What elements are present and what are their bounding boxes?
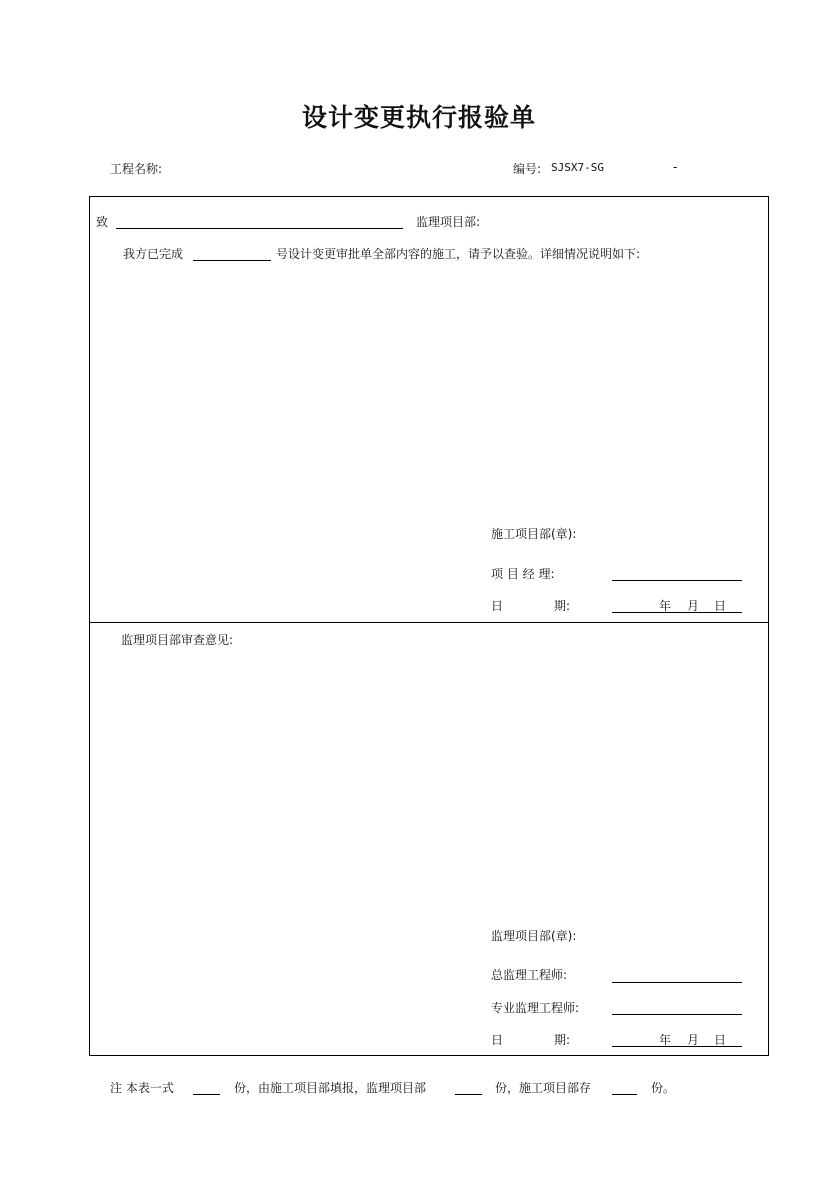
serial-label: 编号: xyxy=(513,162,542,176)
statement-suffix: 号设计变更审批单全部内容的施工，请予以查验。详细情况说明如下: xyxy=(276,247,641,261)
note-part-2: 份，施工项目部存 xyxy=(495,1081,592,1095)
date-year-2: 年 xyxy=(659,1033,672,1047)
note-prefix: 注 本表一式 xyxy=(110,1081,174,1095)
specialist-engineer-signature-line[interactable] xyxy=(612,1014,742,1015)
form-box xyxy=(89,196,769,1056)
serial-dash: - xyxy=(673,160,678,174)
date-day-2: 日 xyxy=(714,1033,727,1047)
supervisor-dept-stamp-label: 监理项目部(章): xyxy=(491,929,577,943)
statement-prefix: 我方已完成 xyxy=(123,247,184,261)
chief-engineer-label: 总监理工程师: xyxy=(491,968,568,982)
page-title: 设计变更执行报验单 xyxy=(301,103,536,132)
change-number-blank-line[interactable] xyxy=(193,260,271,261)
note-part-3: 份。 xyxy=(651,1081,676,1095)
review-opinion-label: 监理项目部审查意见: xyxy=(121,633,234,647)
copies-supervisor-blank-line[interactable] xyxy=(455,1094,482,1095)
date-month-2: 月 xyxy=(687,1033,700,1047)
date-label-char-2: 期: xyxy=(554,599,571,613)
date-year-1: 年 xyxy=(659,599,672,613)
serial-value: SJSX7-SG xyxy=(551,161,604,174)
recipient-blank-line[interactable] xyxy=(116,228,403,229)
chief-engineer-signature-line[interactable] xyxy=(612,982,742,983)
specialist-engineer-label: 专业监理工程师: xyxy=(491,1001,580,1015)
copies-total-blank-line[interactable] xyxy=(193,1094,220,1095)
date-label-char-1: 日 xyxy=(491,599,504,613)
date-label-char-3: 日 xyxy=(491,1033,504,1047)
project-manager-signature-line[interactable] xyxy=(612,580,742,581)
date-label-char-4: 期: xyxy=(554,1033,571,1047)
section-divider xyxy=(89,622,769,623)
to-label: 致 xyxy=(96,215,109,229)
project-manager-label: 项 目 经 理: xyxy=(491,567,555,581)
supervisor-dept-label: 监理项目部: xyxy=(416,215,481,229)
copies-construction-blank-line[interactable] xyxy=(612,1094,637,1095)
project-name-label: 工程名称: xyxy=(110,162,163,176)
note-part-1: 份，由施工项目部填报，监理项目部 xyxy=(234,1081,427,1095)
date-day-1: 日 xyxy=(714,599,727,613)
construction-dept-stamp-label: 施工项目部(章): xyxy=(491,527,577,541)
date-month-1: 月 xyxy=(687,599,700,613)
